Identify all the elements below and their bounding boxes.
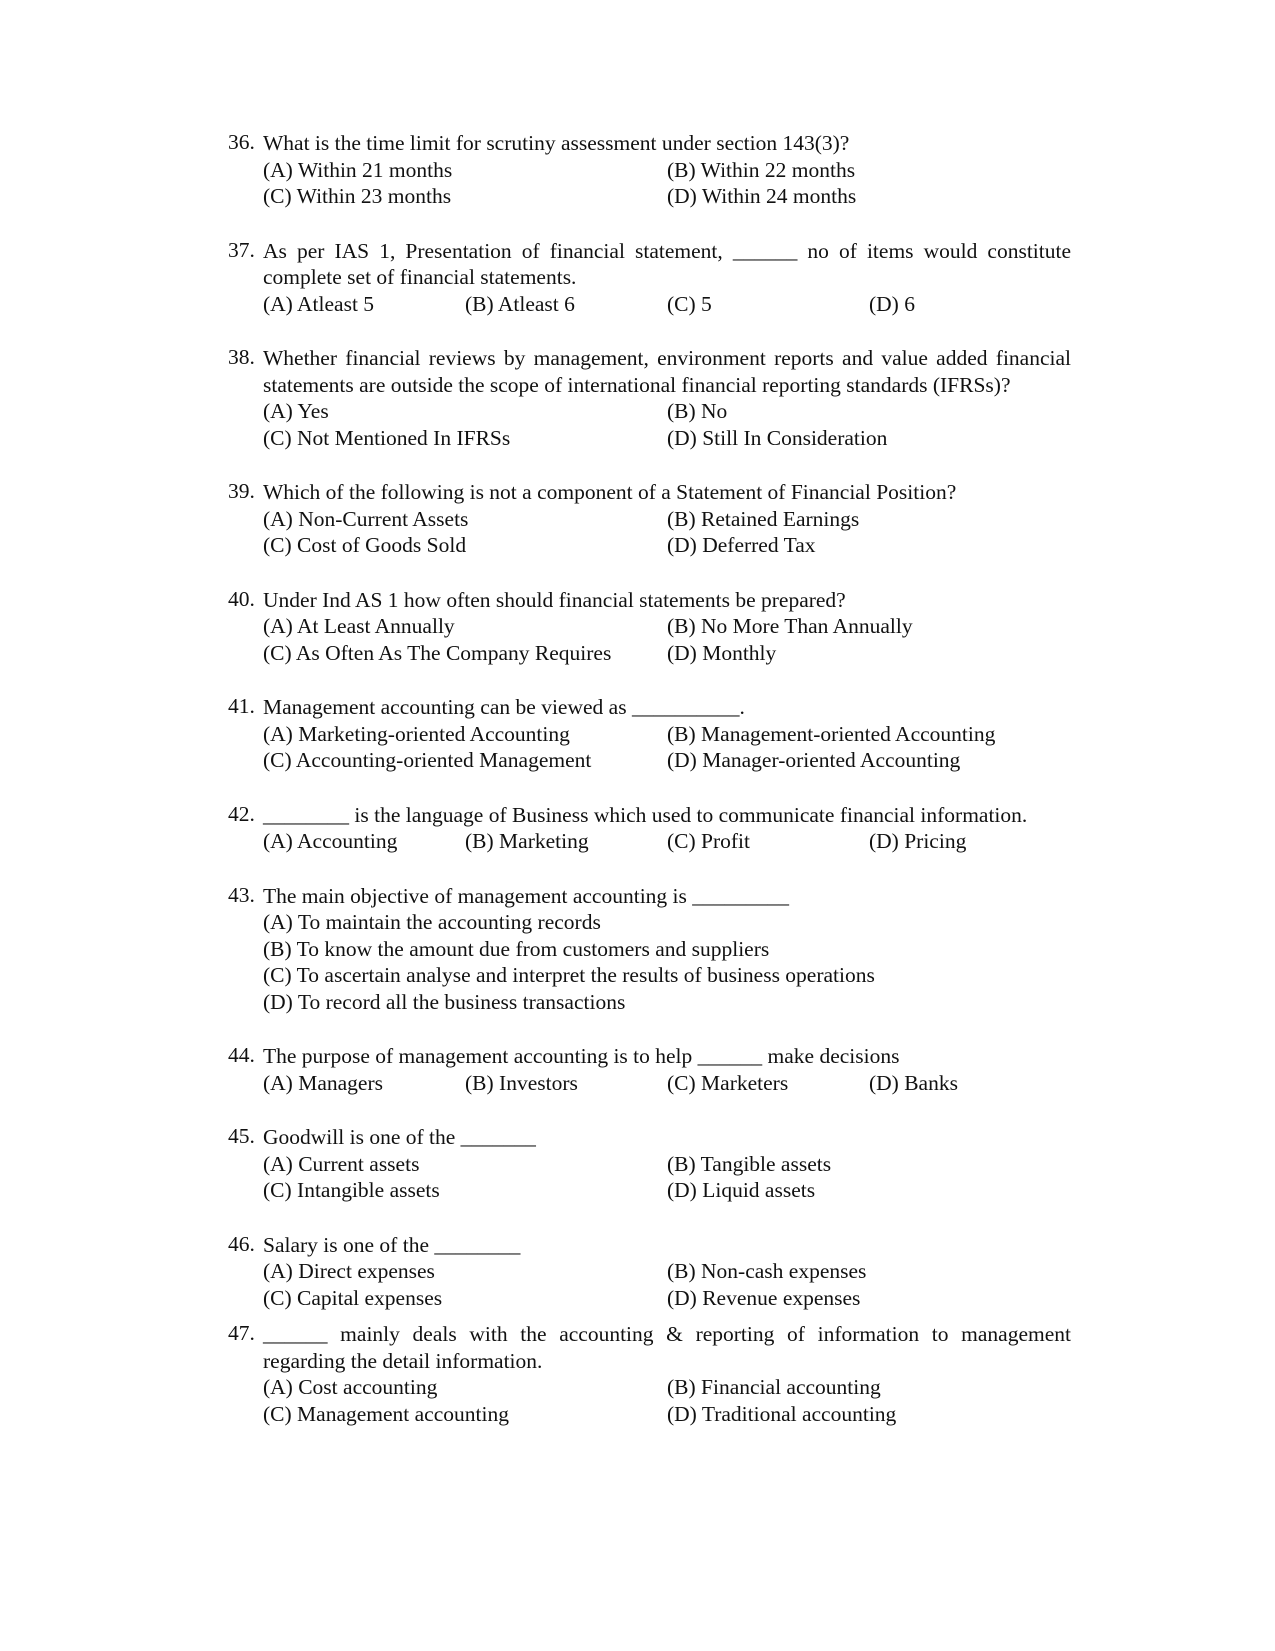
- option-b: (B) Non-cash expenses: [667, 1259, 867, 1283]
- option-c: (C) Cost of Goods Sold: [263, 533, 467, 557]
- question-stem: Salary is one of the ________: [263, 1232, 521, 1257]
- question-42: [228, 802, 1071, 855]
- question-41: [228, 694, 1071, 774]
- question-number: 37.: [228, 237, 255, 262]
- option-a: (A) Atleast 5: [263, 291, 375, 316]
- option-b: (B) To know the amount due from customers and suppliers: [263, 936, 770, 961]
- option-b: (B) Retained Earnings: [667, 506, 860, 531]
- question-46: [228, 1232, 1071, 1312]
- question-number: 41.: [228, 694, 255, 718]
- question-44: [228, 1043, 1071, 1096]
- question-stem: Management accounting can be viewed as __________.: [263, 695, 745, 719]
- option-b: (B) Tangible assets: [667, 1151, 832, 1176]
- question-number: 36.: [228, 130, 255, 154]
- question-number: 40.: [228, 586, 255, 611]
- question-number: 38.: [228, 345, 255, 369]
- option-d: (D) Still In Consideration: [667, 425, 888, 450]
- question-number: 42.: [228, 801, 255, 826]
- option-a: (A) Non-Current Assets: [263, 506, 469, 531]
- answer-blank: ________: [263, 802, 349, 827]
- question-stem: Goodwill is one of the _______: [263, 1125, 536, 1149]
- question-number: 46.: [228, 1231, 255, 1256]
- option-b: (B) Atleast 6: [465, 291, 575, 316]
- option-a: (A) Within 21 months: [263, 157, 453, 182]
- question-stem: ________ is the language of Business which used to communicate financial information.: [263, 802, 1028, 827]
- question-43: [228, 883, 1071, 1016]
- option-b: (B) Financial accounting: [667, 1375, 881, 1399]
- option-c: (C) To ascertain analyse and interpret the results of business operations: [263, 963, 875, 987]
- question-36: [228, 130, 1071, 210]
- question-number: 43.: [228, 882, 255, 907]
- option-d: (D) Liquid assets: [667, 1178, 816, 1202]
- option-c: (C) As Often As The Company Requires: [263, 640, 612, 665]
- question-sheet: [228, 130, 1071, 1427]
- option-c: (C) Management accounting: [263, 1401, 509, 1426]
- question-stem: Whether financial reviews by management, environment reports and value added financial statements are outside the scope of international financial reporting standards (IFRSs)?: [263, 346, 1071, 397]
- question-38: [228, 345, 1071, 451]
- question-47: [228, 1321, 1071, 1427]
- question-stem: As per IAS 1, Presentation of financial statement, ______ no of items would constitute complete set of financial statements.: [263, 238, 1072, 289]
- option-d: (D) Monthly: [667, 640, 777, 665]
- answer-blank: ______: [263, 1322, 328, 1346]
- option-a: (A) Cost accounting: [263, 1375, 438, 1399]
- question-39: [228, 479, 1071, 559]
- option-a: (A) At Least Annually: [263, 614, 455, 638]
- option-b: (B) Within 22 months: [667, 157, 856, 182]
- option-a: (A) Direct expenses: [263, 1259, 435, 1283]
- option-c: (C) Profit: [667, 829, 751, 853]
- question-stem: What is the time limit for scrutiny assessment under section 143(3)?: [263, 131, 850, 155]
- option-c: (C) Intangible assets: [263, 1178, 440, 1202]
- option-a: (A) Accounting: [263, 829, 398, 853]
- option-c: (C) Not Mentioned In IFRSs: [263, 425, 511, 450]
- option-d: (D) Manager-oriented Accounting: [667, 748, 961, 772]
- question-40: [228, 587, 1071, 667]
- question-number: 47.: [228, 1321, 255, 1345]
- option-b: (B) Marketing: [465, 829, 589, 853]
- option-d: (D) To record all the business transactions: [263, 989, 626, 1014]
- option-c: (C) Capital expenses: [263, 1285, 443, 1310]
- answer-blank: _________: [692, 883, 790, 908]
- answer-blank: ________: [434, 1232, 521, 1257]
- option-a: (A) Yes: [263, 399, 329, 423]
- option-d: (D) Banks: [869, 1070, 958, 1095]
- question-number: 45.: [228, 1124, 255, 1148]
- answer-blank: ______: [732, 238, 798, 263]
- question-stem: ______ mainly deals with the accounting & reporting of information to management regarding the detail information.: [263, 1322, 1072, 1373]
- option-c: (C) 5: [667, 291, 712, 316]
- question-45: [228, 1124, 1071, 1204]
- question-stem: Which of the following is not a component of a Statement of Financial Position?: [263, 480, 957, 504]
- option-a: (A) Marketing-oriented Accounting: [263, 721, 570, 746]
- option-d: (D) Traditional accounting: [667, 1401, 897, 1426]
- question-37: [228, 238, 1071, 318]
- question-number: 44.: [228, 1043, 255, 1067]
- option-c: (C) Within 23 months: [263, 184, 452, 208]
- option-d: (D) Pricing: [869, 829, 967, 853]
- question-number: 39.: [228, 479, 255, 503]
- answer-blank: __________: [631, 695, 740, 719]
- option-d: (D) Within 24 months: [667, 184, 857, 208]
- answer-blank: _______: [460, 1125, 536, 1149]
- option-d: (D) 6: [869, 291, 915, 316]
- option-b: (B) Management-oriented Accounting: [667, 721, 996, 746]
- option-b: (B) No More Than Annually: [667, 614, 913, 638]
- answer-blank: ______: [697, 1044, 763, 1068]
- option-b: (B) Investors: [465, 1070, 578, 1095]
- option-a: (A) Current assets: [263, 1151, 420, 1176]
- option-a: (A) To maintain the accounting records: [263, 910, 601, 934]
- option-c: (C) Marketers: [667, 1070, 789, 1095]
- option-d: (D) Deferred Tax: [667, 533, 816, 557]
- question-stem: The main objective of management accounting is _________: [263, 883, 790, 908]
- option-d: (D) Revenue expenses: [667, 1285, 861, 1310]
- option-b: (B) No: [667, 399, 728, 423]
- question-stem: Under Ind AS 1 how often should financial statements be prepared?: [263, 587, 846, 612]
- question-stem: The purpose of management accounting is to help ______ make decisions: [263, 1044, 900, 1068]
- option-c: (C) Accounting-oriented Management: [263, 748, 592, 772]
- option-a: (A) Managers: [263, 1070, 383, 1095]
